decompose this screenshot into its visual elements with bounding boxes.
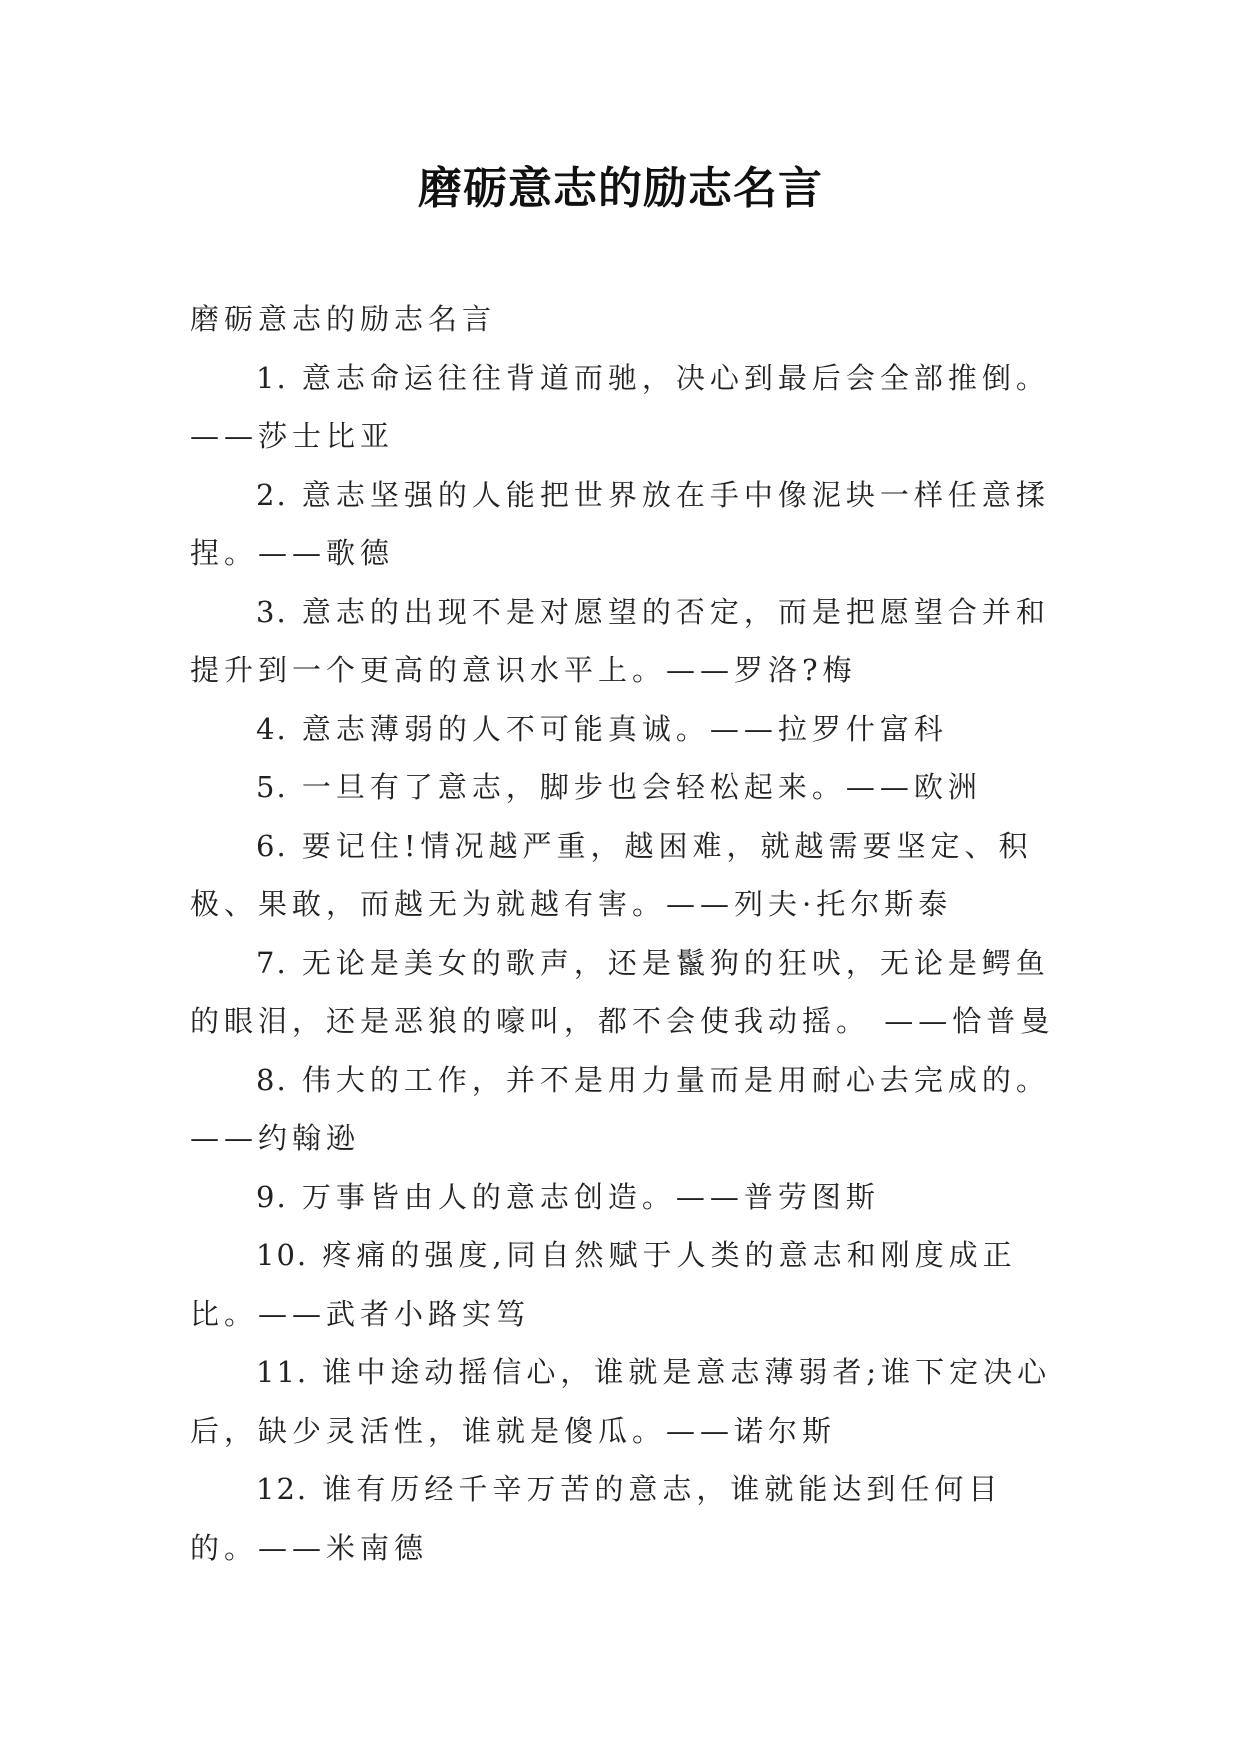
quote-item — [190, 1460, 1070, 1577]
quote-text: 意志命运往往背道而驰，决心到最后会全部推倒。——莎士比亚 — [190, 360, 1050, 453]
quote-text: 要记住!情况越严重，越困难，就越需要坚定、积极、果敢，而越无为就越有害。——列夫·托尔斯泰 — [190, 828, 1033, 921]
quote-item — [190, 1343, 1070, 1460]
quote-number: 1. — [256, 360, 288, 395]
quote-item — [190, 1226, 1070, 1343]
quote-text: 意志坚强的人能把世界放在手中像泥块一样任意揉捏。——歌德 — [190, 477, 1050, 570]
quote-item — [190, 466, 1070, 583]
quote-number: 3. — [256, 594, 288, 629]
quote-number: 12. — [256, 1472, 309, 1506]
quote-item — [190, 1168, 1070, 1227]
quote-text: 谁中途动摇信心，谁就是意志薄弱者;谁下定决心后，缺少灵活性，谁就是傻瓜。——诺尔斯 — [190, 1355, 1052, 1448]
document-subtitle: 磨砺意志的励志名言 — [190, 302, 497, 336]
quote-item — [190, 817, 1070, 934]
document-title: 磨砺意志的励志名言 — [418, 163, 823, 214]
quote-number: 4. — [256, 711, 288, 746]
quote-text: 谁有历经千辛万苦的意志，谁就能达到任何目的。——米南德 — [190, 1472, 1003, 1565]
quote-number: 8. — [256, 1062, 288, 1097]
quote-number: 5. — [256, 770, 288, 804]
quote-number: 6. — [256, 828, 288, 863]
quote-number: 9. — [256, 1179, 288, 1214]
quote-item — [190, 583, 1070, 700]
quote-item — [190, 934, 1070, 1051]
quote-text: 疼痛的强度,同自然赋于人类的意志和刚度成正比。——武者小路实笃 — [190, 1238, 1017, 1331]
quote-item — [190, 700, 1070, 759]
quote-number: 7. — [256, 945, 288, 980]
quote-text: 无论是美女的歌声，还是鬣狗的狂吠，无论是鳄鱼的眼泪，还是恶狼的嚎叫，都不会使我动摇。 ——恰普曼 — [190, 945, 1055, 1038]
quote-text: 万事皆由人的意志创造。——普劳图斯 — [301, 1179, 880, 1214]
quote-number: 11. — [256, 1355, 309, 1389]
quote-text: 一旦有了意志，脚步也会轻松起来。——欧洲 — [301, 770, 982, 804]
quote-number: 10. — [256, 1238, 309, 1272]
quote-text: 意志薄弱的人不可能真诚。——拉罗什富科 — [301, 711, 948, 746]
quote-item — [190, 758, 1070, 817]
quote-item — [190, 349, 1070, 466]
quote-item — [190, 1051, 1070, 1168]
quote-text: 意志的出现不是对愿望的否定，而是把愿望合并和提升到一个更高的意识水平上。——罗洛?梅 — [190, 594, 1050, 687]
quote-text: 伟大的工作，并不是用力量而是用耐心去完成的。——约翰逊 — [190, 1062, 1050, 1155]
quote-number: 2. — [256, 477, 288, 512]
document-body — [190, 290, 1070, 1577]
